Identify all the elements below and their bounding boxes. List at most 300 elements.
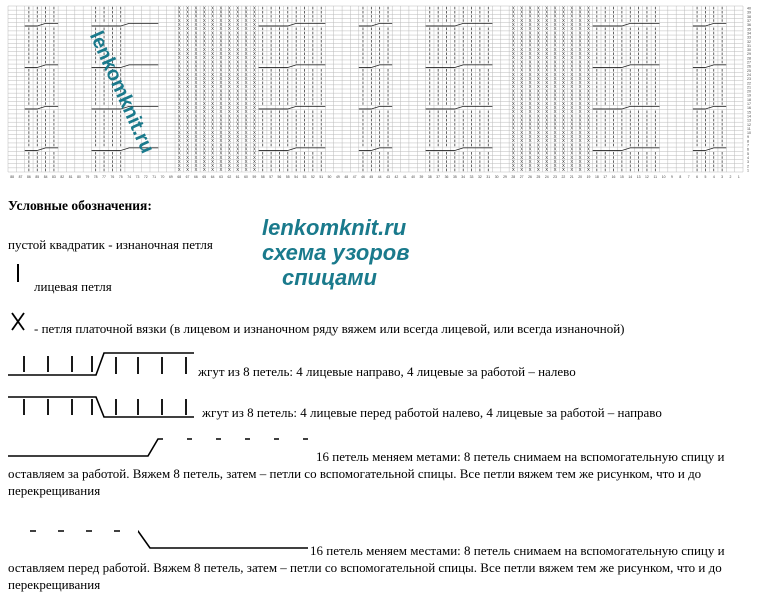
twisted-stitch-mark: X	[202, 134, 206, 139]
twisted-stitch-mark: X	[177, 13, 181, 19]
twisted-stitch-mark: X	[578, 88, 582, 94]
twisted-stitch-mark: X	[244, 134, 248, 139]
twisted-stitch-mark: X	[561, 117, 565, 123]
twisted-stitch-mark: X	[561, 146, 565, 152]
twisted-stitch-mark: X	[227, 9, 231, 15]
twisted-stitch-mark: X	[236, 163, 240, 169]
twisted-stitch-mark: X	[202, 121, 206, 127]
twisted-stitch-mark: X	[528, 121, 532, 127]
twisted-stitch-mark: X	[545, 21, 549, 27]
column-number: 53	[302, 175, 307, 179]
twisted-stitch-mark: X	[202, 154, 206, 160]
twisted-stitch-mark: X	[520, 134, 524, 139]
column-number: 47	[352, 175, 357, 179]
twisted-stitch-mark: X	[186, 88, 190, 94]
twisted-stitch-mark: X	[177, 9, 181, 15]
twisted-stitch-mark: X	[587, 30, 590, 36]
twisted-stitch-mark: X	[211, 146, 215, 152]
twisted-stitch-mark: X	[211, 26, 215, 32]
twisted-stitch-mark: X	[536, 21, 540, 27]
legend-purl: пустой квадратик - изнаночная петля	[8, 237, 213, 252]
twisted-stitch-mark: X	[177, 88, 181, 94]
twisted-stitch-mark: X	[236, 129, 240, 135]
column-number: 6	[696, 175, 699, 179]
twisted-stitch-mark: X	[545, 30, 549, 36]
twisted-stitch-mark: X	[578, 125, 582, 131]
column-number: 11	[653, 175, 658, 179]
twisted-stitch-mark: X	[511, 34, 515, 40]
twisted-stitch-mark: X	[252, 138, 256, 144]
column-number: 84	[43, 175, 48, 179]
column-number: 46	[361, 175, 365, 179]
column-number: 77	[102, 175, 106, 179]
twisted-stitch-mark: X	[553, 100, 557, 106]
twisted-stitch-mark: X	[561, 67, 565, 73]
twisted-stitch-mark: X	[252, 26, 256, 32]
twisted-stitch-mark: X	[194, 84, 198, 90]
twisted-stitch-mark: X	[244, 17, 248, 23]
twisted-stitch-mark: X	[545, 109, 549, 115]
twisted-stitch-mark: X	[177, 100, 181, 106]
column-number: 23	[553, 175, 557, 179]
twisted-stitch-mark: X	[520, 80, 524, 86]
twisted-stitch-mark: X	[219, 30, 223, 36]
twisted-stitch-mark: X	[553, 121, 557, 127]
twisted-stitch-mark: X	[227, 84, 231, 90]
column-number: 33	[469, 175, 474, 179]
twisted-stitch-mark: X	[211, 34, 215, 40]
twisted-stitch-mark: X	[587, 9, 590, 15]
twisted-stitch-mark: X	[186, 17, 190, 23]
twisted-stitch-mark: X	[219, 13, 223, 19]
column-number: 43	[386, 175, 390, 179]
twisted-stitch-mark: X	[570, 38, 574, 44]
twisted-stitch-mark: X	[570, 63, 574, 69]
twisted-stitch-mark: X	[244, 67, 248, 73]
twisted-stitch-mark: X	[177, 154, 181, 160]
column-number: 8	[679, 175, 682, 179]
twisted-stitch-mark: X	[252, 55, 256, 61]
twisted-stitch-mark: X	[219, 26, 223, 32]
twisted-stitch-mark: X	[236, 38, 240, 44]
twisted-stitch-mark: X	[528, 75, 532, 81]
twisted-stitch-mark: X	[570, 34, 574, 40]
twisted-stitch-mark: X	[202, 5, 206, 11]
twisted-stitch-mark: X	[511, 17, 515, 23]
twisted-stitch-mark: X	[244, 129, 248, 135]
twisted-stitch-mark: X	[570, 92, 574, 98]
twisted-stitch-mark: X	[244, 59, 248, 65]
twisted-stitch-mark: X	[561, 134, 565, 139]
twisted-stitch-mark: X	[252, 142, 256, 148]
twisted-stitch-mark: X	[545, 51, 549, 56]
twisted-stitch-mark: X	[244, 142, 248, 148]
twisted-stitch-mark: X	[227, 129, 231, 135]
twisted-stitch-mark: X	[236, 121, 240, 127]
twisted-stitch-mark: X	[587, 42, 590, 48]
cable-right-icon	[8, 350, 196, 380]
twisted-stitch-mark: X	[219, 34, 223, 40]
twisted-stitch-mark: X	[587, 167, 590, 173]
twisted-stitch-mark: X	[561, 46, 565, 52]
twisted-stitch-mark: X	[227, 104, 231, 110]
twisted-stitch-mark: X	[520, 125, 524, 131]
twisted-stitch-mark: X	[511, 84, 515, 90]
twisted-stitch-mark: X	[511, 129, 515, 135]
twisted-stitch-mark: X	[553, 142, 557, 148]
twisted-stitch-mark: X	[202, 163, 206, 169]
twisted-stitch-mark: X	[186, 150, 190, 156]
twisted-stitch-mark: X	[219, 21, 223, 27]
row-number: 33	[747, 35, 751, 40]
twisted-stitch-mark: X	[227, 63, 231, 69]
twisted-stitch-mark: X	[536, 113, 540, 119]
twisted-stitch-mark: X	[553, 17, 557, 23]
twisted-stitch-mark: X	[553, 71, 557, 77]
twisted-stitch-mark: X	[177, 150, 181, 156]
row-number: 25	[747, 68, 751, 73]
twisted-stitch-mark: X	[553, 67, 557, 73]
twisted-stitch-mark: X	[236, 80, 240, 86]
twisted-stitch-mark: X	[528, 34, 532, 40]
twisted-stitch-mark: X	[536, 109, 540, 115]
twisted-stitch-mark: X	[520, 129, 524, 135]
twisted-stitch-mark: X	[227, 96, 231, 102]
column-number: 29	[503, 175, 507, 179]
twisted-stitch-mark: X	[536, 129, 540, 135]
twisted-stitch-mark: X	[545, 138, 549, 144]
watermark-subtitle: схема узоров	[262, 240, 410, 265]
column-number: 58	[260, 175, 265, 179]
twisted-stitch-mark: X	[244, 146, 248, 152]
twisted-stitch-mark: X	[227, 117, 231, 123]
twisted-stitch-mark: X	[578, 51, 582, 56]
twisted-stitch-mark: X	[202, 125, 206, 131]
twisted-stitch-mark: X	[202, 46, 206, 52]
twisted-stitch-mark: X	[211, 46, 215, 52]
twisted-stitch-mark: X	[578, 63, 582, 69]
row-number: 3	[747, 160, 749, 165]
twisted-stitch-mark: X	[194, 55, 198, 61]
twisted-stitch-mark: X	[578, 100, 582, 106]
twisted-stitch-mark: X	[219, 92, 223, 98]
twisted-stitch-mark: X	[227, 59, 231, 65]
twisted-stitch-mark: X	[511, 21, 515, 27]
twisted-stitch-mark: X	[528, 163, 532, 169]
twisted-stitch-mark: X	[202, 150, 206, 156]
twisted-stitch-mark: X	[227, 113, 231, 119]
twisted-stitch-mark: X	[227, 26, 231, 32]
row-number: 31	[747, 43, 751, 48]
twisted-stitch-mark: X	[520, 55, 524, 61]
twisted-stitch-mark: X	[186, 142, 190, 148]
column-number: 57	[269, 175, 273, 179]
twisted-stitch-mark: X	[252, 154, 256, 160]
twisted-stitch-mark: X	[511, 80, 515, 86]
twisted-stitch-mark: X	[202, 55, 206, 61]
column-number: 61	[235, 175, 240, 179]
twisted-stitch-mark: X	[536, 38, 540, 44]
twisted-stitch-mark: X	[553, 167, 557, 173]
twisted-stitch-mark: X	[536, 96, 540, 102]
twisted-stitch-mark: X	[570, 17, 574, 23]
twisted-stitch-mark: X	[219, 17, 223, 23]
twisted-stitch-mark: X	[553, 13, 557, 19]
twisted-stitch-mark: X	[511, 154, 515, 160]
twisted-stitch-mark: X	[587, 17, 590, 23]
twisted-stitch-mark: X	[570, 100, 574, 106]
twisted-stitch-mark: X	[511, 55, 515, 61]
column-number: 71	[152, 175, 157, 179]
twisted-stitch-mark: X	[528, 138, 532, 144]
twisted-stitch-mark: X	[511, 117, 515, 123]
twisted-stitch-mark: X	[578, 129, 582, 135]
twisted-stitch-mark: X	[528, 63, 532, 69]
twisted-stitch-mark: X	[520, 30, 524, 36]
twisted-stitch-mark: X	[570, 59, 574, 65]
twisted-stitch-mark: X	[227, 55, 231, 61]
twisted-stitch-mark: X	[528, 17, 532, 23]
twisted-stitch-mark: X	[578, 80, 582, 86]
column-number: 36	[444, 175, 449, 179]
twisted-stitch-mark: X	[520, 9, 524, 15]
twisted-stitch-mark: X	[511, 150, 515, 156]
twisted-stitch-mark: X	[561, 51, 565, 56]
column-number: 62	[227, 175, 232, 179]
twisted-stitch-mark: X	[511, 138, 515, 144]
twisted-stitch-mark: X	[211, 117, 215, 123]
twisted-stitch-mark: X	[194, 121, 198, 127]
twisted-stitch-mark: X	[511, 42, 515, 48]
twisted-stitch-mark: X	[211, 55, 215, 61]
twisted-stitch-mark: X	[561, 63, 565, 69]
column-number: 44	[377, 175, 382, 179]
twisted-stitch-mark: X	[177, 96, 181, 102]
twisted-stitch-mark: X	[252, 163, 256, 169]
twisted-stitch-mark: X	[177, 117, 181, 123]
twisted-stitch-mark: X	[536, 158, 540, 164]
twisted-stitch-mark: X	[545, 80, 549, 86]
twisted-stitch-mark: X	[177, 134, 181, 139]
twisted-stitch-mark: X	[587, 158, 590, 164]
column-number: 59	[252, 175, 257, 179]
twisted-stitch-mark: X	[227, 17, 231, 23]
twisted-stitch-mark: X	[520, 92, 524, 98]
twisted-stitch-mark: X	[587, 13, 590, 19]
twisted-stitch-mark: X	[219, 42, 223, 48]
twisted-stitch-mark: X	[219, 59, 223, 65]
twisted-stitch-mark: X	[536, 59, 540, 65]
twisted-stitch-mark: X	[561, 113, 565, 119]
twisted-stitch-mark: X	[194, 51, 198, 56]
twisted-stitch-mark: X	[545, 38, 549, 44]
twisted-stitch-mark: X	[578, 30, 582, 36]
twisted-stitch-mark: X	[186, 163, 190, 169]
twisted-stitch-mark: X	[211, 158, 215, 164]
twisted-stitch-mark: X	[177, 113, 181, 119]
twisted-stitch-mark: X	[561, 55, 565, 61]
twisted-stitch-mark: X	[536, 26, 540, 32]
column-number: 17	[603, 175, 608, 179]
column-number: 65	[202, 175, 207, 179]
column-number: 35	[452, 175, 457, 179]
twisted-stitch-mark: X	[211, 92, 215, 98]
twisted-stitch-mark: X	[194, 21, 198, 27]
twisted-stitch-mark: X	[536, 104, 540, 110]
twisted-stitch-mark: X	[177, 92, 181, 98]
twisted-stitch-mark: X	[561, 158, 565, 164]
column-number: 81	[68, 175, 73, 179]
column-number: 76	[110, 175, 115, 179]
twisted-stitch-mark: X	[194, 88, 198, 94]
twisted-stitch-mark: X	[553, 158, 557, 164]
column-number: 15	[620, 175, 624, 179]
twisted-stitch-mark: X	[202, 113, 206, 119]
twisted-stitch-mark: X	[536, 55, 540, 61]
row-number: 23	[747, 77, 751, 82]
twisted-stitch-mark: X	[252, 67, 256, 73]
twisted-stitch-mark: X	[545, 63, 549, 69]
twisted-stitch-mark: X	[561, 121, 565, 127]
twisted-stitch-mark: X	[194, 71, 198, 77]
twisted-stitch-mark: X	[553, 125, 557, 131]
twisted-stitch-mark: X	[244, 38, 248, 44]
twisted-stitch-mark: X	[194, 154, 198, 160]
column-number: 18	[594, 175, 599, 179]
twisted-stitch-mark: X	[227, 71, 231, 77]
twisted-stitch-mark: X	[536, 125, 540, 131]
column-number: 55	[285, 175, 290, 179]
twisted-stitch-mark: X	[227, 42, 231, 48]
twisted-stitch-mark: X	[194, 158, 198, 164]
twisted-stitch-mark: X	[528, 21, 532, 27]
twisted-stitch-mark: X	[587, 92, 590, 98]
twisted-stitch-mark: X	[186, 167, 190, 173]
twisted-stitch-mark: X	[252, 63, 256, 69]
twisted-stitch-mark: X	[553, 129, 557, 135]
twisted-stitch-mark: X	[520, 26, 524, 32]
twisted-stitch-mark: X	[553, 80, 557, 86]
twisted-stitch-mark: X	[244, 92, 248, 98]
twisted-stitch-mark: X	[587, 113, 590, 119]
twisted-stitch-mark: X	[211, 150, 215, 156]
twisted-stitch-mark: X	[252, 38, 256, 44]
twisted-stitch-mark: X	[536, 146, 540, 152]
twisted-stitch-mark: X	[553, 92, 557, 98]
twisted-stitch-mark: X	[570, 84, 574, 90]
twisted-stitch-mark: X	[570, 154, 574, 160]
column-number: 49	[336, 175, 340, 179]
twisted-stitch-mark: X	[536, 134, 540, 139]
row-number: 22	[747, 81, 751, 86]
twisted-stitch-mark: X	[570, 113, 574, 119]
twisted-stitch-mark: X	[186, 51, 190, 56]
twisted-stitch-mark: X	[561, 71, 565, 77]
twisted-stitch-mark: X	[578, 167, 582, 173]
twisted-stitch-mark: X	[227, 92, 231, 98]
row-number: 17	[747, 102, 751, 106]
twisted-stitch-mark: X	[236, 158, 240, 164]
twisted-stitch-mark: X	[553, 117, 557, 123]
twisted-stitch-mark: X	[236, 75, 240, 81]
twisted-stitch-mark: X	[570, 26, 574, 32]
twisted-stitch-mark: X	[545, 84, 549, 90]
twisted-stitch-mark: X	[578, 138, 582, 144]
twisted-stitch-mark: X	[587, 154, 590, 160]
twisted-stitch-mark: X	[219, 125, 223, 131]
row-number: 4	[747, 155, 749, 160]
twisted-stitch-mark: X	[587, 88, 590, 94]
twisted-stitch-mark: X	[520, 17, 524, 23]
legend-twisted: - петля платочной вязки (в лицевом и изнаночном ряду вяжем или всегда лицевой, или всегда изнаночной)	[34, 321, 625, 336]
twisted-stitch-mark: X	[194, 42, 198, 48]
twisted-stitch-mark: X	[578, 55, 582, 61]
twisted-stitch-mark: X	[219, 104, 223, 110]
twisted-stitch-mark: X	[211, 17, 215, 23]
twisted-stitch-mark: X	[236, 5, 240, 11]
twisted-stitch-mark: X	[236, 154, 240, 160]
twisted-stitch-mark: X	[570, 9, 574, 15]
twisted-stitch-mark: X	[511, 109, 515, 115]
twisted-stitch-mark: X	[236, 9, 240, 15]
twisted-stitch-mark: X	[528, 80, 532, 86]
twisted-stitch-mark: X	[244, 80, 248, 86]
twisted-stitch-mark: X	[545, 100, 549, 106]
twisted-stitch-mark: X	[587, 138, 590, 144]
twisted-stitch-mark: X	[177, 71, 181, 77]
twisted-stitch-mark: X	[244, 75, 248, 81]
twisted-stitch-mark: X	[244, 46, 248, 52]
twisted-stitch-mark: X	[545, 158, 549, 164]
twisted-stitch-mark: X	[511, 146, 515, 152]
twisted-stitch-mark: X	[511, 134, 515, 139]
twisted-stitch-mark: X	[587, 150, 590, 156]
twisted-stitch-mark: X	[186, 55, 190, 61]
twisted-stitch-mark: X	[528, 146, 532, 152]
column-number: 2	[729, 175, 732, 179]
twisted-stitch-mark: X	[219, 75, 223, 81]
twisted-stitch-mark: X	[202, 88, 206, 94]
twisted-stitch-mark: X	[186, 125, 190, 131]
twisted-stitch-mark: X	[202, 34, 206, 40]
twisted-stitch-mark: X	[570, 142, 574, 148]
twisted-stitch-mark: X	[545, 42, 549, 48]
twisted-stitch-mark: X	[511, 88, 515, 94]
twisted-stitch-mark: X	[545, 142, 549, 148]
twisted-stitch-mark: X	[545, 88, 549, 94]
twisted-stitch-mark: X	[236, 100, 240, 106]
twisted-stitch-mark: X	[194, 9, 198, 15]
twisted-stitch-mark: X	[570, 167, 574, 173]
twisted-stitch-mark: X	[202, 84, 206, 90]
twisted-stitch-mark: X	[520, 138, 524, 144]
twisted-stitch-mark: X	[186, 84, 190, 90]
twisted-stitch-mark: X	[570, 71, 574, 77]
twisted-stitch-mark: X	[520, 142, 524, 148]
watermark-site: lenkomknit.ru	[262, 215, 407, 240]
twisted-stitch-mark: X	[528, 150, 532, 156]
twisted-stitch-mark: X	[587, 104, 590, 110]
twisted-stitch-mark: X	[528, 117, 532, 123]
twisted-stitch-mark: X	[186, 26, 190, 32]
twisted-stitch-mark: X	[570, 121, 574, 127]
twisted-stitch-mark: X	[561, 75, 565, 81]
twisted-stitch-mark: X	[528, 30, 532, 36]
twisted-stitch-mark: X	[227, 38, 231, 44]
row-number: 8	[747, 139, 749, 144]
row-number: 38	[747, 14, 751, 19]
twisted-stitch-mark: X	[227, 5, 231, 11]
